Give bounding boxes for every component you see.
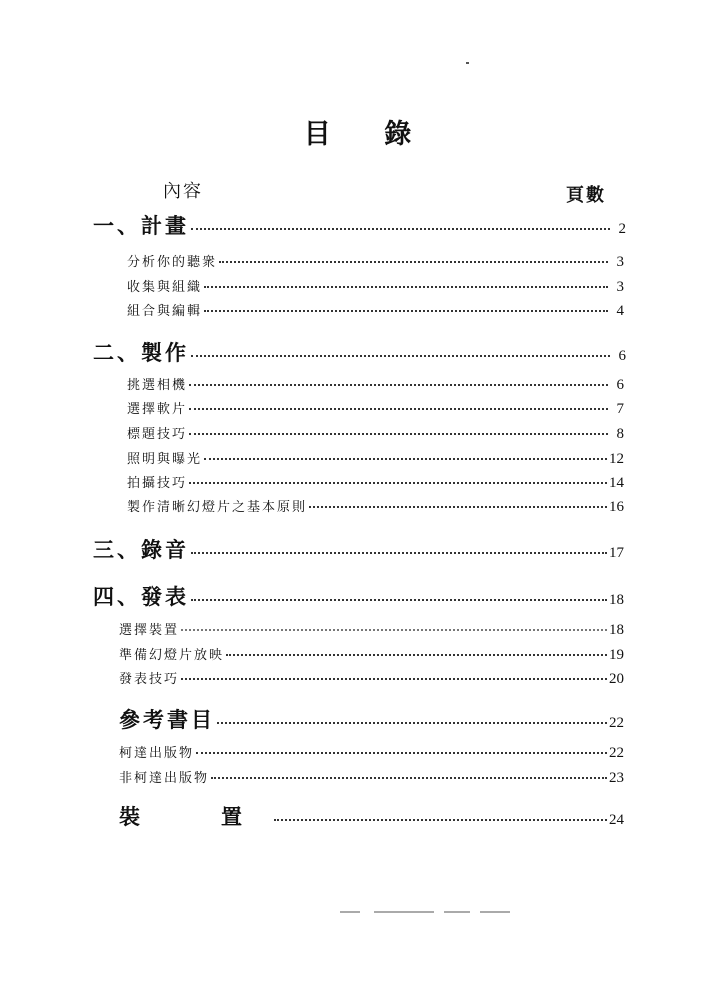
toc-entry-page: 12 [609,451,624,467]
toc-entry[interactable] [127,374,624,394]
dot-leader [204,310,608,312]
dot-leader [217,722,607,724]
toc-entry-label: 組合與編輯 [127,304,203,319]
content-column-header: 內容 [163,181,203,202]
toc-entry-label: 分析你的聽衆 [127,255,218,270]
page-title: 目 錄 [303,119,434,150]
toc-entry-page: 24 [609,812,624,828]
toc-entry-label: 裝 置 [119,804,272,829]
dot-leader [191,228,610,230]
dot-leader [219,261,608,263]
dot-leader [211,777,607,779]
dot-leader [191,599,607,601]
toc-entry-label: 收集與組織 [127,280,203,295]
toc-entry-equipment[interactable] [119,801,624,831]
toc-entry-page: 6 [618,348,626,364]
toc-entry-page: 3 [616,279,624,295]
toc-entry-label: 二、製作 [93,340,189,365]
toc-entry[interactable] [127,472,624,492]
dot-leader [191,552,607,554]
toc-entry-label: 挑選相機 [127,378,188,393]
dot-leader [189,482,607,484]
toc-entry-page: 22 [609,715,624,731]
toc-entry-page: 22 [609,745,624,761]
toc-entry[interactable] [127,251,624,271]
pages-column-header: 頁數 [566,185,606,206]
dot-leader [189,408,608,410]
toc-entry-label: 四、發表 [93,584,189,609]
toc-entry-section-4[interactable] [93,581,624,611]
toc-entry[interactable] [127,276,624,296]
toc-entry-label: 標題技巧 [127,427,188,442]
dot-leader [274,819,607,821]
dot-leader [204,286,608,288]
toc-entry-section-2[interactable] [93,337,626,367]
toc-entry-references[interactable] [119,704,624,734]
toc-entry[interactable] [127,448,624,468]
toc-entry-label: 照明與曝光 [127,452,203,467]
dot-leader [309,506,607,508]
dot-leader [204,458,607,460]
dot-leader [196,752,607,754]
dot-leader [189,384,608,386]
toc-entry-label: 選擇軟片 [127,402,188,417]
toc-entry[interactable] [119,668,624,688]
toc-entry-label: 三、錄音 [93,537,189,562]
toc-entry-page: 2 [618,221,626,237]
toc-entry-page: 19 [609,647,624,663]
toc-entry[interactable] [127,423,624,443]
toc-entry[interactable] [119,767,624,787]
toc-entry-page: 18 [609,592,624,608]
dot-leader [226,654,607,656]
toc-entry[interactable] [127,398,624,418]
toc-entry-label: 拍攝技巧 [127,476,188,491]
scan-noise [340,911,520,915]
toc-entry-page: 18 [609,622,624,638]
toc-entry-page: 20 [609,671,624,687]
toc-entry-section-3[interactable] [93,534,624,564]
dot-leader [181,629,607,631]
dot-leader [189,433,608,435]
toc-entry-page: 16 [609,499,624,515]
toc-entry-section-1[interactable] [93,210,626,240]
toc-entry-label: 發表技巧 [119,672,180,687]
dot-leader [191,355,610,357]
toc-entry-label: 柯達出版物 [119,746,195,761]
toc-entry-page: 17 [609,545,624,561]
toc-entry-page: 23 [609,770,624,786]
toc-entry[interactable] [127,300,624,320]
toc-entry-page: 3 [616,254,624,270]
toc-entry-label: 選擇裝置 [119,623,180,638]
toc-entry-label: 製作清晰幻燈片之基本原則 [127,500,308,515]
toc-entry-label: 一、計畫 [93,213,189,238]
scan-speck [466,62,469,64]
toc-entry-label: 參考書目 [119,707,215,732]
toc-entry-label: 準備幻燈片放映 [119,648,225,663]
toc-entry-page: 6 [616,377,624,393]
toc-entry-page: 8 [616,426,624,442]
toc-entry[interactable] [127,496,624,516]
toc-entry-label: 非柯達出版物 [119,771,210,786]
dot-leader [181,678,607,680]
toc-entry[interactable] [119,742,624,762]
toc-entry-page: 14 [609,475,624,491]
toc-entry[interactable] [119,644,624,664]
toc-entry-page: 7 [616,401,624,417]
toc-entry[interactable] [119,619,624,639]
toc-entry-page: 4 [616,303,624,319]
